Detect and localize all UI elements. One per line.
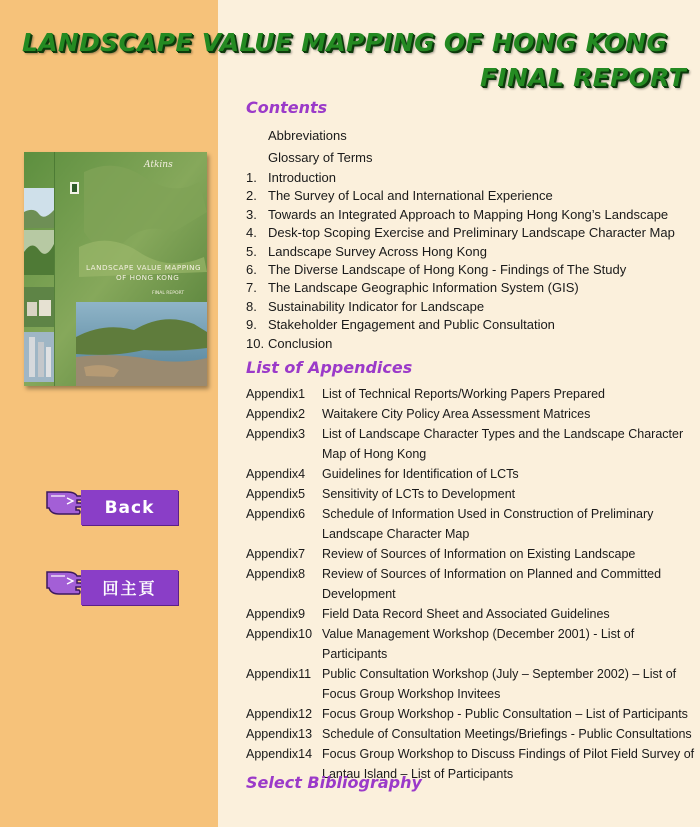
appendix-title: Focus Group Workshop - Public Consultation – List of Participants (322, 707, 688, 721)
contents-item-abbreviations[interactable] (246, 125, 686, 147)
report-title-line-1: LANDSCAPE VALUE MAPPING OF HONG KONG (22, 28, 668, 57)
appendix-item[interactable] (246, 464, 698, 484)
contents-item-label: Sustainability Indicator for Landscape (268, 298, 485, 314)
appendix-title: List of Landscape Character Types and the Landscape Character Map of Hong Kong (322, 427, 684, 461)
contents-item[interactable] (246, 206, 686, 224)
contents-item[interactable] (246, 335, 686, 353)
contents-item-number: 1. (246, 170, 257, 185)
contents-item[interactable] (246, 243, 686, 261)
appendix-item[interactable] (246, 544, 698, 564)
contents-item-label: Introduction (268, 170, 336, 185)
contents-item-label: Glossary of Terms (268, 150, 373, 165)
back-button-label: Back (81, 490, 178, 525)
contents-item-label: Conclusion (268, 335, 333, 351)
cover-title-line-1: LANDSCAPE VALUE MAPPING (86, 263, 202, 272)
contents-item[interactable] (246, 279, 686, 297)
contents-item[interactable] (246, 224, 686, 242)
contents-list (246, 125, 686, 353)
appendix-title: Review of Sources of Information on Planned and Committed Development (322, 567, 662, 601)
appendix-item[interactable] (246, 724, 698, 744)
appendix-code: Appendix8 (246, 567, 306, 581)
cover-subtitle: FINAL REPORT (152, 291, 185, 296)
appendix-title: Sensitivity of LCTs to Development (322, 487, 516, 501)
home-button-label: 回主頁 (81, 570, 178, 605)
appendix-code: Appendix2 (246, 407, 306, 421)
contents-item-label: Landscape Survey Across Hong Kong (268, 243, 487, 259)
appendix-item[interactable] (246, 624, 698, 664)
report-title-line-2: FINAL REPORT (480, 63, 686, 92)
pointing-hand-icon (45, 484, 85, 518)
contents-item-number: 7. (246, 280, 257, 296)
appendix-title: Public Consultation Workshop (July – September 2002) – List of Focus Group Workshop Invitees (322, 667, 677, 701)
appendix-title: List of Technical Reports/Working Papers Prepared (322, 387, 606, 401)
appendix-code: Appendix7 (246, 547, 306, 561)
appendix-item[interactable] (246, 504, 698, 544)
contents-item-label: The Survey of Local and International Experience (268, 188, 553, 204)
appendices-list (246, 384, 698, 784)
cover-logo-text: Atkins (144, 160, 173, 170)
appendix-code: Appendix14 (246, 747, 313, 761)
contents-item-number: 4. (246, 225, 257, 241)
appendix-title: Field Data Record Sheet and Associated Guidelines (322, 607, 610, 621)
appendix-title: Review of Sources of Information on Existing Landscape (322, 547, 636, 561)
appendix-item[interactable] (246, 424, 698, 464)
appendix-code: Appendix1 (246, 387, 306, 401)
left-sidebar-panel (0, 0, 218, 827)
contents-item-label: Stakeholder Engagement and Public Consultation (268, 317, 555, 333)
appendix-code: Appendix10 (246, 627, 313, 641)
appendices-heading: List of Appendices (246, 358, 413, 377)
appendix-code: Appendix12 (246, 707, 313, 721)
appendix-item[interactable] (246, 564, 698, 604)
appendix-code: Appendix5 (246, 487, 306, 501)
contents-item[interactable] (246, 187, 686, 205)
appendix-item[interactable] (246, 604, 698, 624)
contents-item-label: Abbreviations (268, 128, 347, 143)
appendix-code: Appendix11 (246, 667, 312, 681)
contents-item-label: The Diverse Landscape of Hong Kong - Findings of The Study (268, 261, 627, 277)
contents-item-number (246, 147, 268, 169)
contents-item[interactable] (246, 261, 686, 279)
appendix-code: Appendix6 (246, 507, 306, 521)
contents-item-number: 5. (246, 243, 257, 259)
appendix-title: Schedule of Consultation Meetings/Briefings - Public Consultations (322, 727, 692, 741)
contents-item-number: 6. (246, 261, 257, 277)
home-button[interactable] (45, 570, 178, 606)
contents-item[interactable] (246, 169, 686, 187)
appendix-code: Appendix3 (246, 427, 306, 441)
contents-item-number: 2. (246, 188, 257, 204)
contents-item-number: 3. (246, 206, 257, 222)
pointing-hand-icon (45, 564, 85, 598)
appendix-title: Value Management Workshop (December 2001) - List of Participants (322, 627, 635, 661)
contents-item-number (246, 125, 268, 147)
appendix-code: Appendix9 (246, 607, 306, 621)
appendix-code: Appendix4 (246, 467, 306, 481)
contents-item-number: 10. (246, 335, 265, 351)
cover-title-line-2: OF HONG KONG (116, 273, 180, 282)
appendix-item[interactable] (246, 404, 698, 424)
contents-item-glossary[interactable] (246, 147, 686, 169)
contents-item-label: The Landscape Geographic Information System (GIS) (268, 280, 579, 296)
appendix-code: Appendix13 (246, 727, 313, 741)
report-cover-image (24, 152, 207, 386)
appendix-title: Schedule of Information Used in Construction of Preliminary Landscape Character Map (322, 507, 654, 541)
appendix-item[interactable] (246, 664, 698, 704)
select-bibliography-link[interactable]: Select Bibliography (246, 773, 422, 792)
contents-item[interactable] (246, 316, 686, 334)
appendix-item[interactable] (246, 704, 698, 724)
appendix-title: Focus Group Workshop to Discuss Findings of Pilot Field Survey of Lantau Island – List of Participants (322, 747, 695, 781)
appendix-item[interactable] (246, 484, 698, 504)
appendix-title: Guidelines for Identification of LCTs (322, 467, 519, 481)
appendix-item[interactable] (246, 384, 698, 404)
contents-item-label: Desk-top Scoping Exercise and Preliminary Landscape Character Map (268, 225, 675, 241)
contents-item-number: 9. (246, 317, 257, 333)
back-button[interactable] (45, 490, 178, 526)
contents-heading: Contents (246, 98, 328, 117)
contents-item-number: 8. (246, 298, 257, 314)
appendix-title: Waitakere City Policy Area Assessment Matrices (322, 407, 591, 421)
contents-item[interactable] (246, 298, 686, 316)
contents-item-label: Towards an Integrated Approach to Mapping Hong Kong’s Landscape (268, 206, 669, 222)
